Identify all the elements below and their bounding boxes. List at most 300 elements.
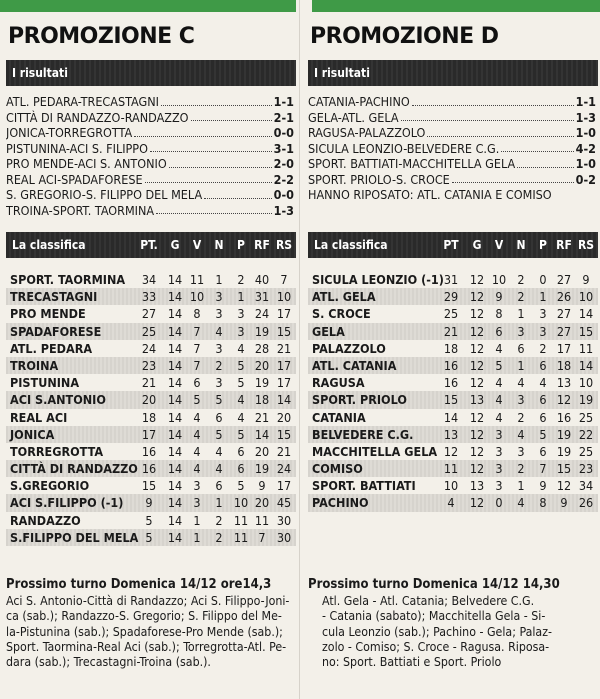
- stat-cell: 21: [254, 409, 270, 425]
- stat-cell: 11: [233, 529, 249, 545]
- team-name: TRECASTAGNI: [10, 289, 98, 305]
- stat-cell: 6: [539, 409, 547, 425]
- stat-cell: 14: [167, 375, 183, 391]
- fixture-line: dara (sab.); Trecastagni-Troina (sab.).: [6, 655, 211, 670]
- dot-leader: [517, 156, 573, 168]
- stat-cell: 7: [193, 340, 201, 356]
- stat-cell: 5: [215, 392, 223, 408]
- team-name: TROINA: [10, 357, 59, 373]
- column-header: PT.: [140, 238, 158, 252]
- match-score: 0-0: [273, 125, 294, 140]
- stat-cell: 24: [276, 461, 292, 477]
- stat-cell: 12: [556, 392, 572, 408]
- column-header: RF: [254, 238, 270, 252]
- team-name: PACHINO: [312, 495, 369, 511]
- table-row: [6, 477, 296, 494]
- result-row: [308, 172, 598, 188]
- fixture-line: Sport. Taormina-Real Aci (sab.); Torregrotta-Atl. Pe-: [6, 639, 287, 654]
- stat-cell: 30: [276, 529, 292, 545]
- stat-cell: 31: [443, 272, 459, 287]
- stat-cell: 2: [215, 357, 223, 373]
- stat-cell: 4: [495, 375, 503, 391]
- stat-cell: 14: [167, 461, 183, 477]
- stat-cell: 19: [556, 426, 572, 442]
- stat-cell: 24: [141, 340, 157, 356]
- dot-leader: [427, 125, 573, 137]
- stat-cell: 14: [167, 478, 183, 494]
- table-row: [6, 271, 296, 288]
- match-name: SPORT. BATTIATI-MACCHITELLA GELA: [308, 156, 516, 171]
- team-name: SPADAFORESE: [10, 323, 102, 339]
- stat-cell: 14: [167, 323, 183, 339]
- team-name: SPORT. BATTIATI: [312, 478, 416, 494]
- stat-cell: 1: [237, 289, 245, 305]
- stat-cell: 3: [539, 306, 547, 322]
- column-header: V: [192, 238, 202, 252]
- dot-leader: [412, 94, 574, 106]
- next-round-fixtures: [322, 594, 600, 670]
- team-name: MACCHITELLA GELA: [312, 443, 438, 459]
- stat-cell: 6: [215, 409, 223, 425]
- match-score: 1-1: [273, 94, 294, 109]
- result-row: [6, 172, 296, 188]
- stat-cell: 3: [495, 443, 503, 459]
- stat-cell: 6: [215, 478, 223, 494]
- team-name: PALAZZOLO: [312, 340, 386, 356]
- stat-cell: 12: [469, 306, 485, 322]
- table-row: [6, 357, 296, 374]
- match-name: TROINA-SPORT. TAORMINA: [6, 202, 155, 218]
- standings-header: [6, 232, 296, 258]
- stat-cell: 15: [578, 323, 594, 339]
- stat-cell: 17: [276, 357, 292, 373]
- column-header: P: [237, 238, 245, 252]
- rest-note: HANNO RIPOSATO: ATL. CATANIA E COMISO: [308, 187, 552, 202]
- match-name: PISTUNINA-ACI S. FILIPPO: [6, 140, 148, 156]
- stat-cell: 2: [517, 272, 525, 287]
- stat-cell: 8: [193, 306, 201, 322]
- stat-cell: 13: [443, 426, 459, 442]
- column-header: G: [170, 238, 180, 252]
- stat-cell: 4: [193, 443, 201, 459]
- team-name: RAGUSA: [312, 375, 365, 391]
- team-name: S.GREGORIO: [10, 478, 90, 494]
- stat-cell: 15: [141, 478, 157, 494]
- stat-cell: 12: [469, 443, 485, 459]
- stat-cell: 16: [141, 461, 157, 477]
- stat-cell: 18: [254, 392, 270, 408]
- stat-cell: 3: [517, 443, 525, 459]
- results-list: [6, 94, 296, 218]
- stat-cell: 3: [215, 289, 223, 305]
- stat-cell: 12: [469, 289, 485, 305]
- match-name: GELA-ATL. GELA: [308, 109, 399, 125]
- stat-cell: 27: [556, 306, 572, 322]
- stat-cell: 22: [578, 426, 594, 442]
- team-name: SICULA LEONZIO (-1): [312, 272, 444, 287]
- table-row: [6, 409, 296, 426]
- dot-leader: [134, 125, 272, 137]
- stat-cell: 6: [517, 340, 525, 356]
- stat-cell: 2: [215, 529, 223, 545]
- table-row: [6, 443, 296, 460]
- match-score: 1-1: [575, 94, 596, 109]
- team-name: TORREGROTTA: [10, 443, 104, 459]
- stat-cell: 12: [556, 478, 572, 494]
- stat-cell: 3: [237, 323, 245, 339]
- match-score: 2-2: [273, 171, 294, 187]
- results-header: I risultati: [308, 60, 598, 86]
- result-row: [6, 94, 296, 110]
- fixture-line: - Catania (sabato); Macchitella Gela - Si-: [322, 609, 546, 624]
- result-row: [308, 125, 598, 141]
- stat-cell: 23: [578, 461, 594, 477]
- stat-cell: 20: [276, 409, 292, 425]
- team-name: ACI S.FILIPPO (-1): [10, 495, 124, 511]
- stat-cell: 4: [193, 426, 201, 442]
- stat-cell: 3: [539, 323, 547, 339]
- stat-cell: 9: [495, 289, 503, 305]
- result-row: [6, 141, 296, 157]
- stat-cell: 28: [254, 340, 270, 356]
- stat-cell: 29: [443, 289, 459, 305]
- stat-cell: 24: [254, 306, 270, 322]
- stat-cell: 1: [215, 272, 223, 287]
- stat-cell: 11: [443, 461, 459, 477]
- stat-cell: 45: [276, 495, 292, 511]
- stat-cell: 2: [215, 512, 223, 528]
- league-title: PROMOZIONE D: [310, 24, 499, 49]
- result-row: [6, 203, 296, 219]
- stat-cell: 13: [469, 478, 485, 494]
- stat-cell: 9: [539, 478, 547, 494]
- stat-cell: 17: [556, 340, 572, 356]
- dot-leader: [401, 110, 574, 122]
- stat-cell: 14: [254, 426, 270, 442]
- column-header: P: [539, 238, 547, 252]
- dot-leader: [161, 94, 272, 106]
- stat-cell: 6: [237, 443, 245, 459]
- stat-cell: 14: [167, 272, 183, 287]
- stat-cell: 34: [141, 272, 157, 287]
- fixture-line: la-Pistunina (sab.); Spadaforese-Pro Mende (sab.);: [6, 624, 283, 639]
- team-name: SPORT. TAORMINA: [10, 272, 126, 287]
- dot-leader: [204, 187, 272, 199]
- stat-cell: 30: [276, 512, 292, 528]
- table-row: [308, 288, 598, 305]
- stat-cell: 12: [469, 323, 485, 339]
- stat-cell: 16: [556, 409, 572, 425]
- stat-cell: 5: [193, 392, 201, 408]
- stat-cell: 4: [237, 409, 245, 425]
- match-name: REAL ACI-SPADAFORESE: [6, 171, 143, 187]
- stat-cell: 10: [233, 495, 249, 511]
- results-header: I risultati: [6, 60, 296, 86]
- stat-cell: 7: [193, 323, 201, 339]
- result-row: [6, 156, 296, 172]
- fixture-line: Atl. Gela - Atl. Catania; Belvedere C.G.: [322, 594, 535, 608]
- team-name: PISTUNINA: [10, 375, 80, 391]
- fixture-line: zolo - Comiso; S. Croce - Ragusa. Riposa-: [322, 639, 550, 654]
- stat-cell: 5: [237, 426, 245, 442]
- match-name: SPORT. PRIOLO-S. CROCE: [308, 171, 450, 187]
- result-row: [6, 110, 296, 126]
- match-score: 1-0: [575, 125, 596, 140]
- standings-table: [6, 271, 296, 546]
- team-name: ATL. CATANIA: [312, 357, 397, 373]
- column-header: RS: [577, 238, 595, 252]
- result-row: [308, 94, 598, 110]
- stat-cell: 5: [237, 375, 245, 391]
- team-name: ATL. PEDARA: [10, 340, 93, 356]
- column-header: G: [472, 238, 482, 252]
- table-row: [308, 409, 598, 426]
- stat-cell: 17: [141, 426, 157, 442]
- stat-cell: 15: [276, 426, 292, 442]
- team-name: JONICA: [10, 426, 55, 442]
- stat-cell: 4: [447, 495, 455, 511]
- stat-cell: 12: [469, 495, 485, 511]
- table-row: [308, 426, 598, 443]
- stat-cell: 26: [556, 289, 572, 305]
- result-row: [308, 110, 598, 126]
- table-row: [6, 512, 296, 529]
- match-score: 0-2: [575, 171, 596, 187]
- stat-cell: 4: [517, 375, 525, 391]
- team-name: SPORT. PRIOLO: [312, 392, 407, 408]
- table-row: [6, 323, 296, 340]
- match-name: RAGUSA-PALAZZOLO: [308, 125, 426, 140]
- stat-cell: 3: [237, 306, 245, 322]
- stat-cell: 21: [141, 375, 157, 391]
- stat-cell: 2: [517, 409, 525, 425]
- stat-cell: 27: [556, 272, 572, 287]
- table-row: [308, 340, 598, 357]
- match-name: S. GREGORIO-S. FILIPPO DEL MELA: [6, 187, 203, 202]
- stat-cell: 4: [193, 409, 201, 425]
- stat-cell: 14: [167, 409, 183, 425]
- column-header: RF: [556, 238, 572, 252]
- stat-cell: 1: [193, 529, 201, 545]
- fixture-line: ca (sab.); Randazzo-S. Gregorio; S. Filippo del Me-: [6, 609, 282, 624]
- column-header: RS: [275, 238, 293, 252]
- team-name: BELVEDERE C.G.: [312, 426, 414, 442]
- stat-cell: 21: [276, 340, 292, 356]
- stat-cell: 14: [276, 392, 292, 408]
- stat-cell: 1: [517, 306, 525, 322]
- match-score: 2-0: [273, 156, 294, 171]
- stat-cell: 4: [215, 461, 223, 477]
- dot-leader: [501, 141, 573, 153]
- stat-cell: 3: [495, 426, 503, 442]
- stat-cell: 1: [539, 289, 547, 305]
- stat-cell: 12: [469, 340, 485, 356]
- team-name: S.FILIPPO DEL MELA: [10, 529, 139, 545]
- stat-cell: 12: [469, 426, 485, 442]
- match-name: PRO MENDE-ACI S. ANTONIO: [6, 156, 167, 171]
- stat-cell: 25: [578, 409, 594, 425]
- stat-cell: 4: [193, 461, 201, 477]
- match-score: 4-2: [575, 140, 596, 156]
- stat-cell: 0: [539, 272, 547, 287]
- stat-cell: 2: [539, 340, 547, 356]
- stat-cell: 18: [556, 357, 572, 373]
- table-row: [308, 443, 598, 460]
- team-name: ACI S.ANTONIO: [10, 392, 106, 408]
- stat-cell: 9: [560, 495, 568, 511]
- stat-cell: 17: [276, 306, 292, 322]
- stat-cell: 13: [469, 392, 485, 408]
- match-name: CATANIA-PACHINO: [308, 94, 410, 109]
- match-score: 1-3: [273, 202, 294, 218]
- team-name: CATANIA: [312, 409, 366, 425]
- stat-cell: 14: [578, 306, 594, 322]
- stat-cell: 19: [254, 375, 270, 391]
- stat-cell: 14: [167, 426, 183, 442]
- stat-cell: 16: [443, 375, 459, 391]
- stat-cell: 1: [517, 357, 525, 373]
- stat-cell: 1: [193, 512, 201, 528]
- stat-cell: 18: [443, 340, 459, 356]
- stat-cell: 4: [237, 392, 245, 408]
- stat-cell: 21: [443, 323, 459, 339]
- stat-cell: 6: [539, 357, 547, 373]
- dot-leader: [156, 203, 272, 215]
- table-row: [308, 477, 598, 494]
- column-header: N: [516, 238, 526, 252]
- stat-cell: 5: [215, 426, 223, 442]
- table-row: [308, 271, 598, 288]
- stat-cell: 5: [539, 426, 547, 442]
- stat-cell: 8: [495, 306, 503, 322]
- stat-cell: 5: [145, 529, 153, 545]
- table-row: [308, 391, 598, 408]
- stat-cell: 4: [215, 323, 223, 339]
- match-score: 0-0: [273, 187, 294, 202]
- stat-cell: 3: [517, 392, 525, 408]
- stat-cell: 14: [167, 357, 183, 373]
- stat-cell: 19: [556, 443, 572, 459]
- stat-cell: 6: [539, 392, 547, 408]
- stat-cell: 1: [215, 495, 223, 511]
- match-score: 2-1: [273, 109, 294, 125]
- stat-cell: 20: [254, 443, 270, 459]
- stat-cell: 2: [517, 289, 525, 305]
- table-row: [6, 426, 296, 443]
- stat-cell: 23: [141, 357, 157, 373]
- next-round-fixtures: [6, 594, 296, 670]
- stat-cell: 4: [517, 426, 525, 442]
- match-score: 1-3: [575, 109, 596, 125]
- table-row: [6, 529, 296, 546]
- table-row: [6, 340, 296, 357]
- stat-cell: 11: [254, 512, 270, 528]
- stat-cell: 21: [276, 443, 292, 459]
- stat-cell: 3: [215, 306, 223, 322]
- stat-cell: 3: [495, 461, 503, 477]
- stat-cell: 25: [141, 323, 157, 339]
- column-header: V: [494, 238, 504, 252]
- stat-cell: 1: [517, 478, 525, 494]
- stat-cell: 4: [539, 375, 547, 391]
- standings-table: [308, 271, 598, 512]
- stat-cell: 27: [556, 323, 572, 339]
- stat-cell: 6: [193, 375, 201, 391]
- green-top-bar: [312, 0, 600, 12]
- next-round-title: Prossimo turno Domenica 14/12 ore14,3: [6, 577, 272, 592]
- team-name: S. CROCE: [312, 306, 371, 322]
- stat-cell: 5: [237, 357, 245, 373]
- stat-cell: 7: [539, 461, 547, 477]
- stat-cell: 20: [254, 357, 270, 373]
- dot-leader: [452, 172, 574, 184]
- stat-cell: 33: [141, 289, 157, 305]
- stat-cell: 19: [578, 392, 594, 408]
- stat-cell: 31: [254, 289, 270, 305]
- stat-cell: 2: [517, 461, 525, 477]
- stat-cell: 3: [215, 340, 223, 356]
- stat-cell: 34: [578, 478, 594, 494]
- stat-cell: 6: [237, 461, 245, 477]
- stat-cell: 5: [495, 357, 503, 373]
- stat-cell: 10: [491, 272, 507, 287]
- stat-cell: 2: [237, 272, 245, 287]
- stat-cell: 20: [141, 392, 157, 408]
- stat-cell: 14: [167, 529, 183, 545]
- stat-cell: 19: [254, 461, 270, 477]
- stat-cell: 14: [578, 357, 594, 373]
- stat-cell: 9: [258, 478, 266, 494]
- stat-cell: 14: [167, 289, 183, 305]
- results-list: [308, 94, 598, 203]
- stat-cell: 4: [517, 495, 525, 511]
- stat-cell: 11: [189, 272, 205, 287]
- result-row: [6, 125, 296, 141]
- stat-cell: 10: [189, 289, 205, 305]
- table-row: [6, 391, 296, 408]
- stat-cell: 3: [215, 375, 223, 391]
- stat-cell: 3: [495, 478, 503, 494]
- result-row: [6, 187, 296, 203]
- match-score: 1-0: [575, 156, 596, 171]
- result-row: [308, 156, 598, 172]
- stat-cell: 14: [167, 512, 183, 528]
- table-row: [308, 374, 598, 391]
- stat-cell: 12: [443, 443, 459, 459]
- stat-cell: 17: [276, 375, 292, 391]
- stat-cell: 14: [167, 392, 183, 408]
- standings-header: [308, 232, 598, 258]
- fixture-line: Aci S. Antonio-Città di Randazzo; Aci S. Filippo-Joni-: [6, 594, 290, 608]
- stat-cell: 16: [141, 443, 157, 459]
- stat-cell: 9: [582, 272, 590, 287]
- stat-cell: 14: [443, 409, 459, 425]
- stat-cell: 16: [443, 357, 459, 373]
- stat-cell: 4: [495, 392, 503, 408]
- team-name: REAL ACI: [10, 409, 68, 425]
- stat-cell: 0: [495, 495, 503, 511]
- stat-cell: 10: [578, 375, 594, 391]
- team-name: RANDAZZO: [10, 512, 81, 528]
- table-row: [6, 494, 296, 511]
- stat-cell: 17: [276, 478, 292, 494]
- fixture-line: no: Sport. Battiati e Sport. Priolo: [322, 655, 502, 670]
- table-row: [6, 305, 296, 322]
- stat-cell: 10: [443, 478, 459, 494]
- stat-cell: 12: [469, 357, 485, 373]
- match-score: 3-1: [273, 140, 294, 156]
- stat-cell: 3: [517, 323, 525, 339]
